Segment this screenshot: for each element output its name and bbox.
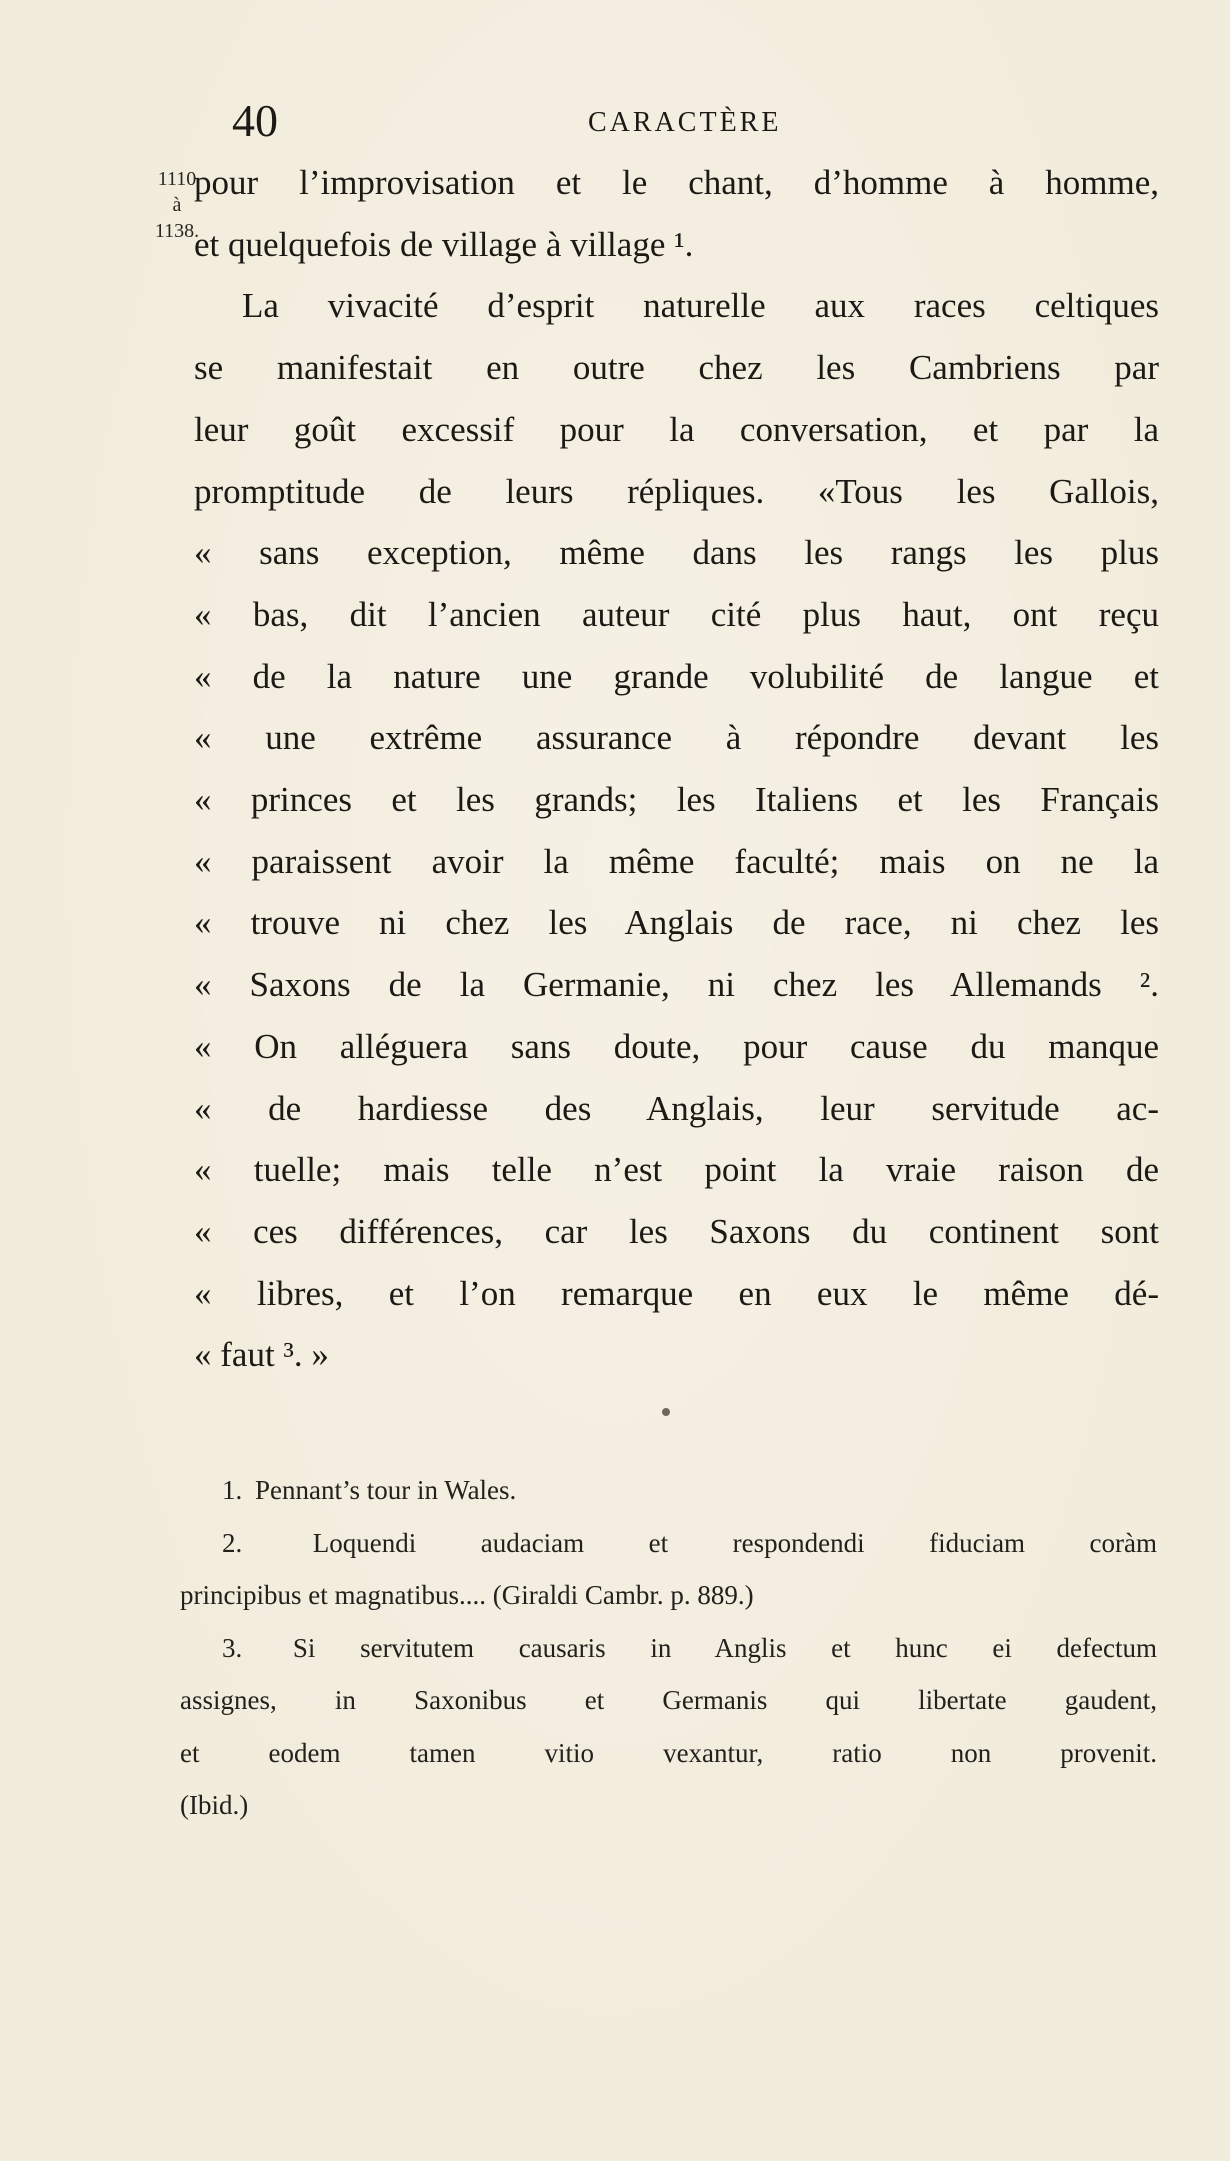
body-line: se manifestait en outre chez les Cambriens par (194, 348, 1159, 388)
footnote-2-continued: principibus et magnatibus.... (Giraldi Cambr. p. 889.) (180, 1580, 754, 1610)
body-line: « paraissent avoir la même faculté; mais on ne la (194, 841, 1159, 881)
footnote-text: Loquendi audaciam et respondendi fiduciam coràm (312, 1527, 1158, 1558)
margin-date-start: 1110 (157, 168, 197, 190)
body-line: « bas, dit l’ancien auteur cité plus haut, ont reçu (194, 594, 1159, 634)
body-line: « princes et les grands; les Italiens et les Français (194, 780, 1159, 820)
footnote-3-continued: et eodem tamen vitio vexantur, ratio non provenit. (180, 1737, 1157, 1768)
body-line: « libres, et l’on remarque en eux le même dé- (194, 1273, 1159, 1313)
body-line: « de la nature une grande volubilité de langue et (194, 656, 1159, 696)
footnote-3 (180, 1622, 1157, 1675)
body-text (194, 152, 1159, 1386)
footnote-number: 2. (222, 1527, 243, 1558)
separator-dot (662, 1408, 670, 1416)
margin-date-connector: à (172, 194, 182, 216)
page-number: 40 (232, 95, 278, 146)
body-line: promptitude de leurs répliques. «Tous les Gallois, (194, 471, 1159, 511)
running-title: CARACTÈRE (588, 107, 782, 138)
body-line: « une extrême assurance à répondre devant les (194, 718, 1159, 758)
body-line: « de hardiesse des Anglais, leur servitude ac- (194, 1088, 1159, 1128)
running-head (0, 96, 1230, 146)
body-line: « sans exception, même dans les rangs les plus (194, 533, 1159, 573)
body-line: « tuelle; mais telle n’est point la vraie raison de (194, 1150, 1159, 1190)
body-line: et quelquefois de village à village ¹. (194, 224, 694, 264)
margin-date-end: 1138. (154, 220, 200, 242)
body-line: « faut ³. » (194, 1335, 329, 1375)
footnote-text: Pennant’s tour in Wales. (255, 1475, 517, 1505)
footnotes (180, 1464, 1157, 1832)
footnote-3-continued: (Ibid.) (180, 1790, 249, 1820)
body-line: pour l’improvisation et le chant, d’homme à homme, (194, 163, 1159, 202)
footnote-text: Si servitutem causaris in Anglis et hunc ei defectum (292, 1632, 1157, 1663)
footnote-3-continued: assignes, in Saxonibus et Germanis qui libertate gaudent, (180, 1685, 1157, 1715)
footnote-2 (180, 1517, 1157, 1570)
footnote-number: 3. (222, 1632, 243, 1663)
body-line: « trouve ni chez les Anglais de race, ni chez les (194, 903, 1159, 943)
body-line: La vivacité d’esprit naturelle aux races celtiques (242, 286, 1159, 326)
body-line: « ces différences, car les Saxons du continent sont (194, 1211, 1159, 1251)
body-line: leur goût excessif pour la conversation, et par la (194, 409, 1159, 449)
body-line: « Saxons de la Germanie, ni chez les Allemands ². (194, 965, 1159, 1005)
footnote-number: 1. (222, 1475, 243, 1505)
body-line: « On alléguera sans doute, pour cause du manque (194, 1026, 1159, 1066)
footnote-1 (180, 1464, 1157, 1517)
